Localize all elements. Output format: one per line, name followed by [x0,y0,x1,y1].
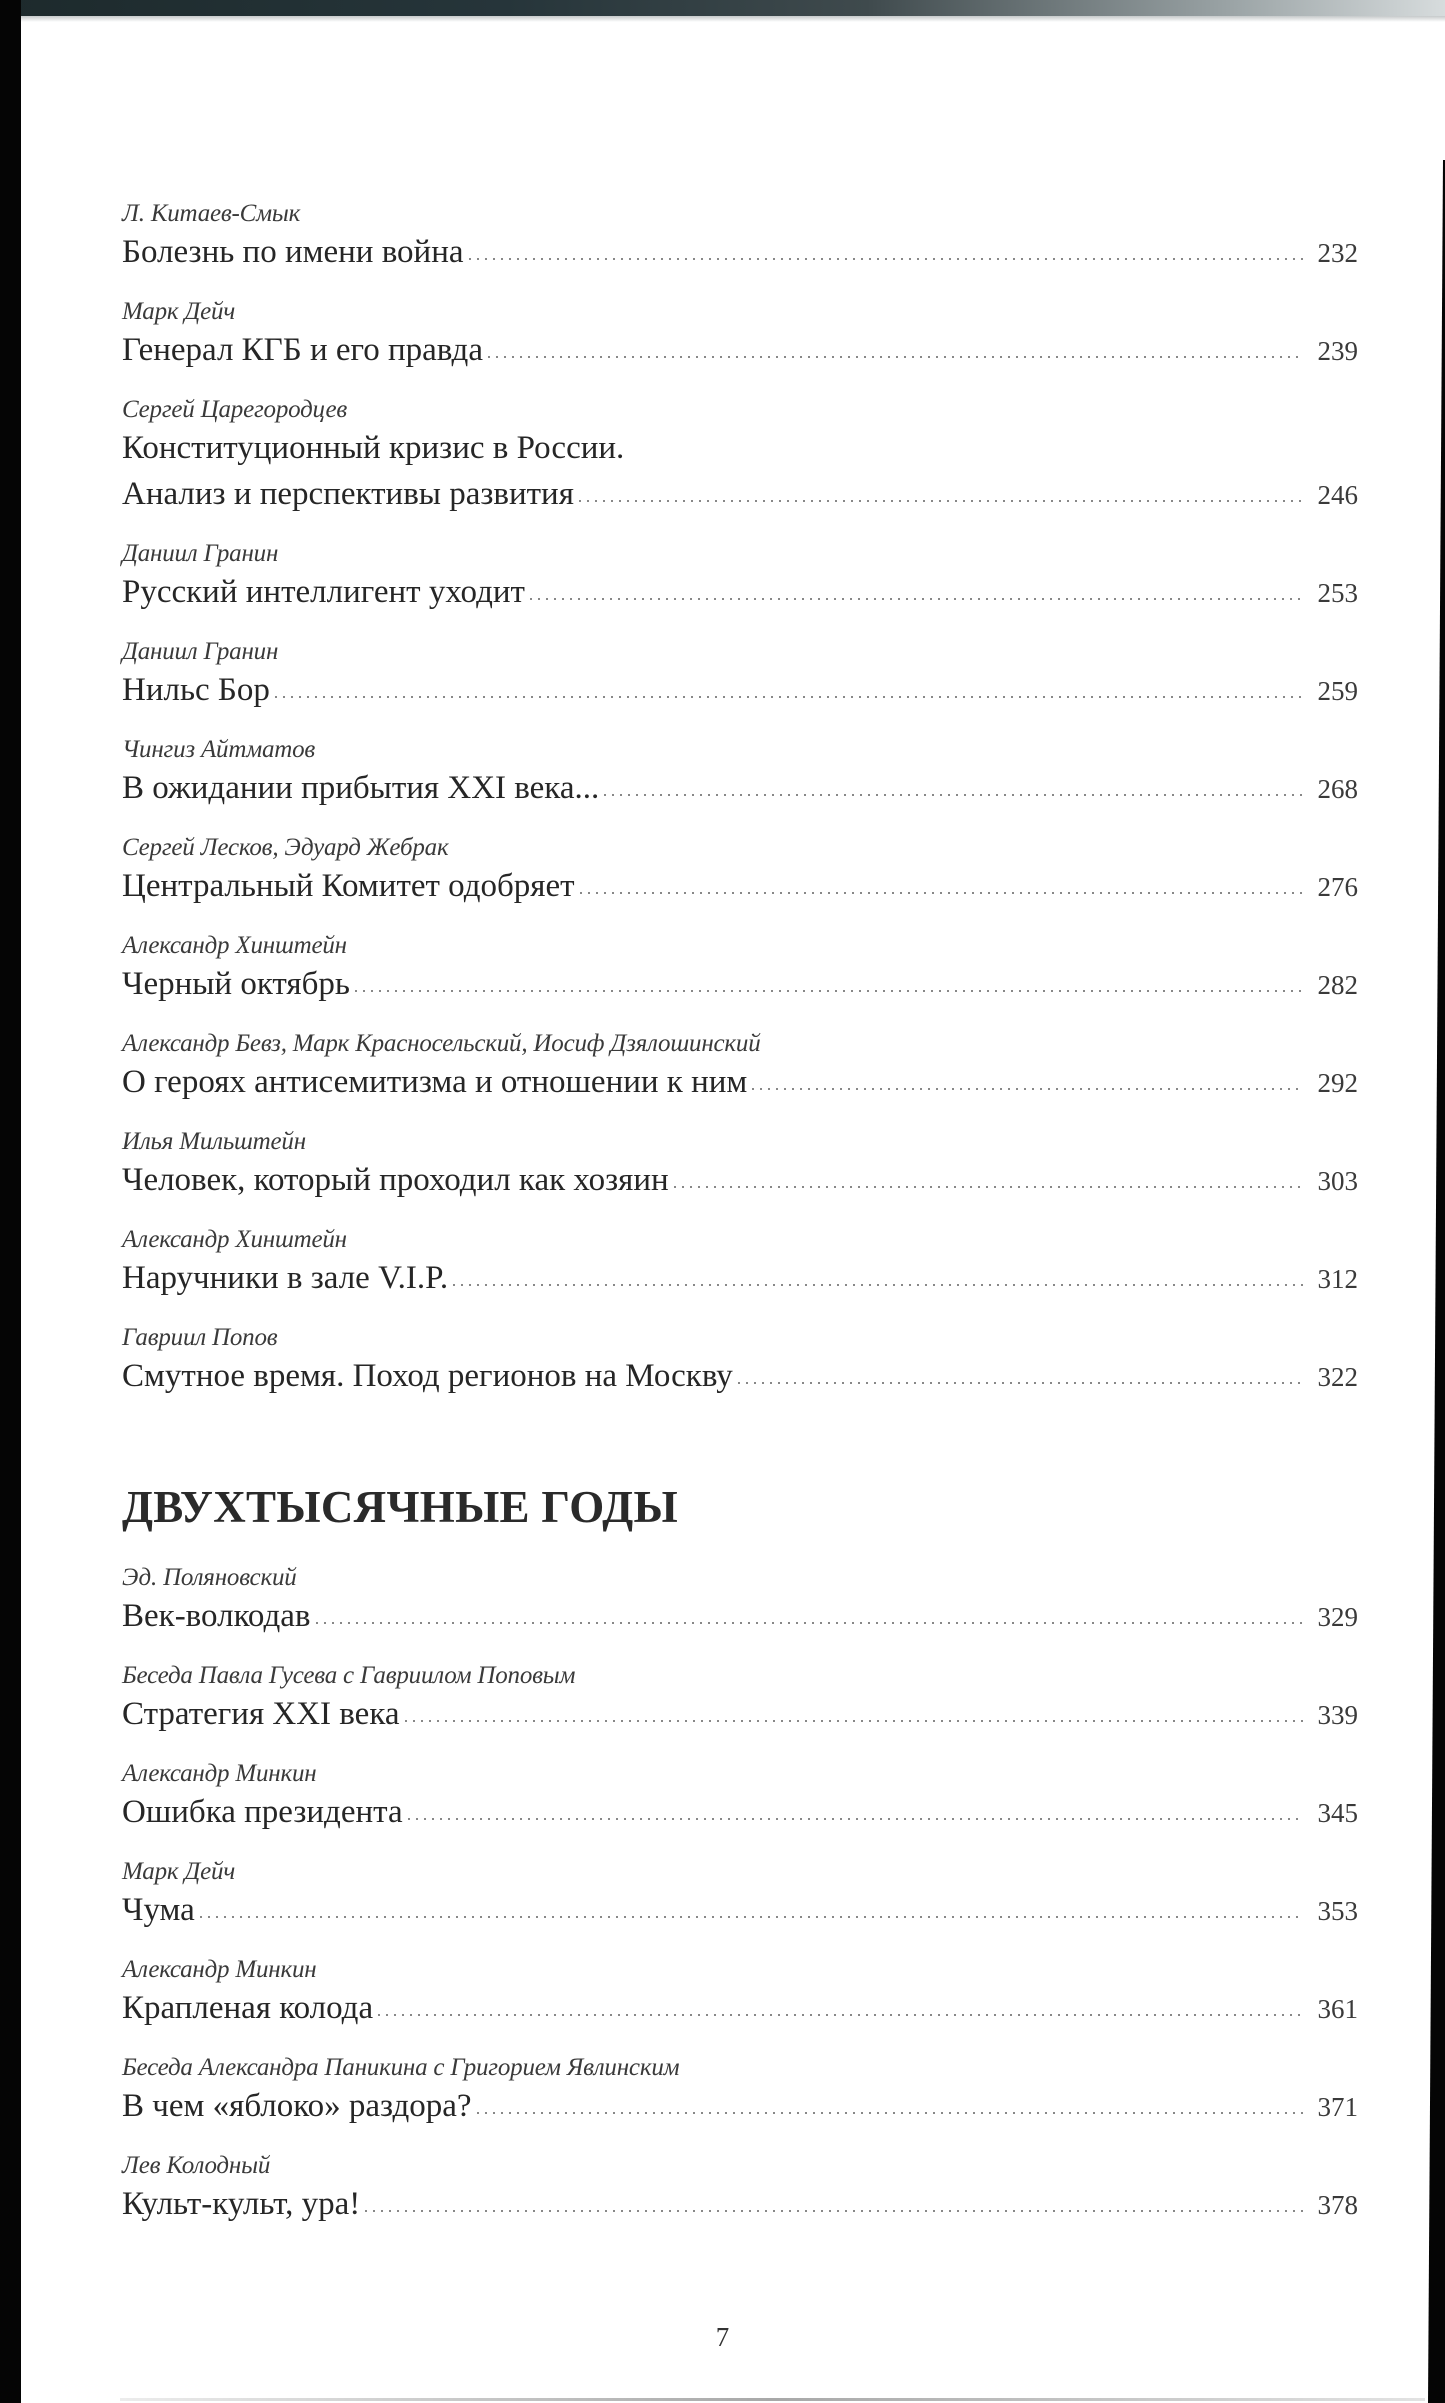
toc-entry[interactable] [122,1661,1358,1738]
dot-leader [450,1284,1304,1286]
entry-page-number: 246 [1317,480,1358,510]
entry-title: Стратегия XXI века [122,1696,400,1732]
page-number: 7 [715,2322,730,2352]
entry-title: Смутное время. Поход регионов на Москву [122,1358,733,1394]
toc-entry[interactable] [122,1759,1358,1836]
toc-entry[interactable] [122,199,1358,276]
entry-page-number: 322 [1317,1362,1358,1392]
entry-author: Л. Китаев-Смык [122,200,301,227]
entry-author: Александр Хинштейн [122,932,347,959]
entry-title-line-1: Конституционный кризис в России. [122,430,625,466]
entry-page-number: 361 [1317,1994,1358,2024]
dot-leader [362,2210,1304,2212]
entry-page-number: 339 [1317,1700,1358,1730]
entry-page-number: 276 [1317,872,1358,902]
entry-page-number: 378 [1317,2190,1358,2220]
dot-leader [601,794,1304,796]
scan-edge-top [0,0,1445,16]
scan-edge-bottom [120,2398,1425,2401]
toc-entry[interactable] [122,1563,1358,1640]
entry-title: Русский интеллигент уходит [122,574,525,610]
dot-leader [197,1916,1304,1918]
entry-title: Нильс Бор [122,672,270,708]
entry-title: Век-волкодав [122,1598,311,1634]
dot-leader [474,2112,1304,2114]
toc-entry[interactable] [122,833,1358,910]
entry-author: Даниил Гранин [122,540,279,567]
toc-entry[interactable] [122,2053,1358,2130]
dot-leader [402,1720,1304,1722]
dot-leader [375,2014,1304,2016]
toc-entry[interactable] [122,637,1358,714]
scan-edge-right [1425,160,1445,2403]
entry-author: Александр Минкин [122,1760,317,1787]
toc-entry[interactable] [122,2151,1358,2228]
scan-edge-left [0,0,21,2403]
entry-author: Эд. Поляновский [122,1564,297,1591]
toc-entry[interactable] [122,539,1358,616]
toc-entry[interactable] [122,1225,1358,1302]
entry-title: Чума [122,1892,195,1928]
dot-leader [576,500,1304,502]
entry-author: Александр Минкин [122,1956,317,1983]
toc-entry[interactable] [122,931,1358,1008]
dot-leader [527,598,1304,600]
entry-title: Болезнь по имени война [122,234,464,270]
toc-entry[interactable] [122,1029,1358,1106]
dot-leader [577,892,1304,894]
toc-entry[interactable] [122,735,1358,812]
dot-leader [749,1088,1304,1090]
entry-page-number: 232 [1317,238,1358,268]
dot-leader [313,1622,1305,1624]
entry-page-number: 329 [1317,1602,1358,1632]
entry-title: Центральный Комитет одобряет [122,868,575,904]
toc-entry[interactable] [122,395,1358,518]
entry-title: Генерал КГБ и его правда [122,332,483,368]
entry-title: О героях антисемитизма и отношении к ним [122,1064,748,1100]
entry-page-number: 253 [1317,578,1358,608]
toc-entry[interactable] [122,1955,1358,2032]
entry-author: Сергей Царегородцев [122,396,348,423]
toc-entry[interactable] [122,1323,1358,1400]
entry-page-number: 345 [1317,1798,1358,1828]
entry-title: Крапленая колода [122,1990,374,2026]
dot-leader [466,258,1304,260]
entry-author: Гавриил Попов [122,1324,278,1351]
entry-author: Сергей Лесков, Эдуард Жебрак [122,834,449,861]
entry-title: Культ-культ, ура! [122,2186,361,2222]
entry-title: Черный октябрь [122,966,350,1002]
dot-leader [671,1186,1304,1188]
entry-title: Ошибка президента [122,1794,403,1830]
entry-page-number: 353 [1317,1896,1358,1926]
entry-title: В чем «яблоко» раздора? [122,2088,472,2124]
dot-leader [735,1382,1304,1384]
dot-leader [405,1818,1304,1820]
entry-page-number: 312 [1317,1264,1358,1294]
entry-page-number: 371 [1317,2092,1358,2122]
entry-page-number: 282 [1317,970,1358,1000]
entry-author: Беседа Александра Паникина с Григорием Явлинским [122,2054,680,2081]
entry-title: Человек, который проходил как хозяин [122,1162,669,1198]
toc-entry[interactable] [122,297,1358,374]
toc-entry[interactable] [122,1857,1358,1934]
dot-leader [352,990,1304,992]
entry-title: В ожидании прибытия XXI века... [122,770,600,806]
section-heading: ДВУХТЫСЯЧНЫЕ ГОДЫ [122,1482,679,1532]
entry-author: Александр Бевз, Марк Красносельский, Иосиф Дзялошинский [122,1030,761,1057]
entry-author: Чингиз Айтматов [122,736,316,763]
entry-author: Лев Колодный [122,2152,271,2179]
entry-author: Александр Хинштейн [122,1226,347,1253]
entry-author: Марк Дейч [122,298,236,325]
dot-leader [272,696,1304,698]
entry-page-number: 239 [1317,336,1358,366]
toc-entry[interactable] [122,1127,1358,1204]
entry-page-number: 268 [1317,774,1358,804]
entry-page-number: 303 [1317,1166,1358,1196]
entry-page-number: 259 [1317,676,1358,706]
entry-title: Наручники в зале V.I.P. [122,1260,449,1296]
entry-title: Анализ и перспективы развития [122,476,574,512]
entry-author: Илья Мильштейн [122,1128,306,1155]
entry-author: Марк Дейч [122,1858,236,1885]
entry-page-number: 292 [1317,1068,1358,1098]
entry-author: Даниил Гранин [122,638,279,665]
dot-leader [485,356,1304,358]
entry-author: Беседа Павла Гусева с Гавриилом Поповым [122,1662,576,1689]
